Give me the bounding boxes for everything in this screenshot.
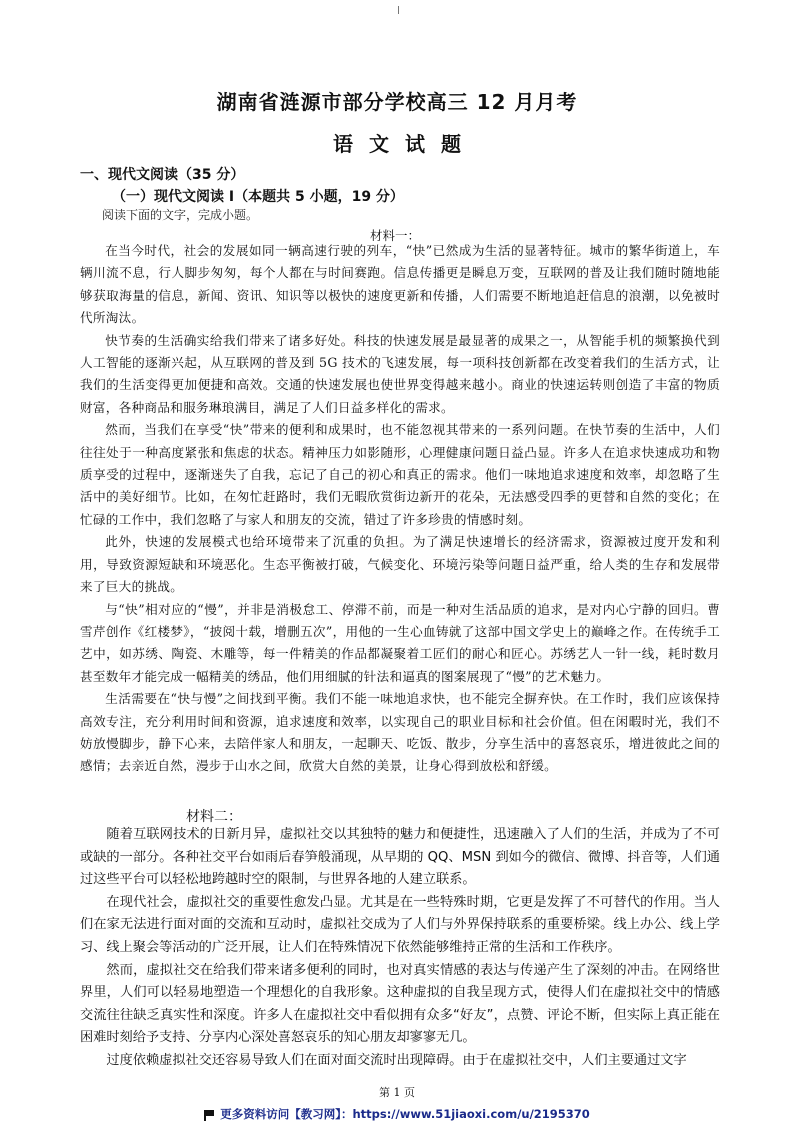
material-two-text	[80, 824, 720, 1073]
paragraph: 随着互联网技术的日新月异，虚拟社交以其独特的魅力和便捷性，迅速融入了人们的生活，并成为了不可或缺的一部分。各种社交平台如雨后春笋般涌现，从早期的 QQ、MSN 到如今的微信、微博、抖音等，人们通过这些平台可以轻松地跨越时空的限制，与世界各地的人建立联系。	[80, 827, 720, 888]
paragraph: 生活需要在“快与慢”之间找到平衡。我们不能一味地追求快，也不能完全摒弃快。在工作时，我们应该保持高效专注，充分利用时间和资源，追求速度和效率，以实现自己的职业目标和社会价值。但在闲暇时光，我们不妨放慢脚步，静下心来，去陪伴家人和朋友，一起聊天、吃饭、散步，分享生活中的喜怒哀乐，增进彼此之间的感情；去亲近自然，漫步于山水之间，欣赏大自然的美景，让身心得到放松和舒缓。	[80, 691, 720, 774]
paragraph: 在当今时代，社会的发展如同一辆高速行驶的列车，“快”已然成为生活的显著特征。城市的繁华街道上，车辆川流不息，行人脚步匆匆，每个人都在与时间赛跑。信息传播更是瞬息万变，互联网的普及让我们随时随地能够获取海量的信息，新闻、资讯、知识等以极快的速度更新和传播，人们需要不断地追赶信息的浪潮，以免被时代所淘汰。	[80, 243, 720, 326]
paragraph: 过度依赖虚拟社交还容易导致人们在面对面交流时出现障碍。由于在虚拟社交中，人们主要通过文字	[106, 1052, 687, 1068]
reading-instruction: 阅读下面的文字，完成小题。	[102, 208, 259, 222]
exam-subject-title: 语文试题	[333, 132, 477, 156]
exam-title: 湖南省涟源市部分学校高三 12 月月考	[216, 90, 578, 114]
paragraph: 快节奏的生活确实给我们带来了诸多好处。科技的快速发展是最显著的成果之一，从智能手机的频繁换代到人工智能的逐渐兴起，从互联网的普及到 5G 技术的飞速发展，每一项科技创新都在改变着我们的生活方式，让我们的生活变得更加便捷和高效。交通的快速发展也使世界变得越来越小。商业的快速运转则创造了丰富的物质财富，各种商品和服务琳琅满目，满足了人们日益多样化的需求。	[80, 332, 720, 415]
page-top-mark	[398, 6, 399, 14]
footer-text[interactable]: 更多资料访问【教习网】：https://www.51jiaoxi.com/u/2195370	[220, 1107, 590, 1121]
paragraph: 此外，快速的发展模式也给环境带来了沉重的负担。为了满足快速增长的经济需求，资源被过度开发和利用，导致资源短缺和环境恶化。生态平衡被打破，气候变化、环境污染等问题日益严重，给人类的生存和发展带来了巨大的挑战。	[80, 534, 720, 595]
subsection-title: （一）现代文阅读 I（本题共 5 小题，19 分）	[112, 189, 404, 205]
section-title: 一、现代文阅读（35 分）	[80, 167, 245, 183]
paragraph: 然而，当我们在享受“快”带来的便利和成果时，也不能忽视其带来的一系列问题。在快节奏的生活中，人们往往处于一种高度紧张和焦虑的状态。精神压力如影随形，心理健康问题日益凸显。许多人在追求快速成功和物质享受的过程中，逐渐迷失了自我，忘记了自己的初心和真正的需求。他们一味地追求速度和效率，却忽略了生活中的美好细节。比如，在匆忙赶路时，我们无暇欣赏街边新开的花朵，无法感受四季的更替和自然的变化；在忙碌的工作中，我们忽略了与家人和朋友的交流，错过了许多珍贵的情感时刻。	[80, 422, 720, 527]
footer-link[interactable]	[0, 1106, 794, 1122]
flag-icon	[204, 1110, 214, 1119]
paragraph: 与“快”相对应的“慢”，并非是消极怠工、停滞不前，而是一种对生活品质的追求，是对内心宁静的回归。曹雪芹创作《红楼梦》，“披阅十载，增删五次”，用他的一生心血铸就了这部中国文学史上的巅峰之作。在传统手工艺中，如苏绣、陶瓷、木雕等，每一件精美的作品都凝聚着工匠们的耐心和匠心。苏绣艺人一针一线，耗时数月甚至数年才能完成一幅精美的绣品，他们用细腻的针法和逼真的图案展现了“慢”的艺术魅力。	[80, 601, 720, 684]
paragraph: 然而，虚拟社交在给我们带来诸多便利的同时，也对真实情感的表达与传递产生了深刻的冲击。在网络世界里，人们可以轻易地塑造一个理想化的自我形象。这种虚拟的自我呈现方式，使得人们在虚拟社交中的情感交流往往缺乏真实性和深度。许多人在虚拟社交中看似拥有众多“好友”，点赞、评论不断，但实际上真正能在困难时刻给予支持、分享内心深处喜怒哀乐的知心朋友却寥寥无几。	[80, 962, 720, 1046]
material-one-label: 材料一：	[370, 228, 421, 243]
page-number: 第 1 页	[379, 1086, 415, 1099]
paragraph: 在现代社会，虚拟社交的重要性愈发凸显。尤其是在一些特殊时期，它更是发挥了不可替代的作用。当人们在家无法进行面对面的交流和互动时，虚拟社交成为了人们与外界保持联系的重要桥梁。线上办公、线上学习、线上聚会等活动的广泛开展，让人们在特殊情况下依然能够维持正常的生活和工作秩序。	[80, 894, 720, 955]
material-one-text	[80, 240, 720, 778]
material-two-label: 材料二：	[186, 809, 242, 825]
